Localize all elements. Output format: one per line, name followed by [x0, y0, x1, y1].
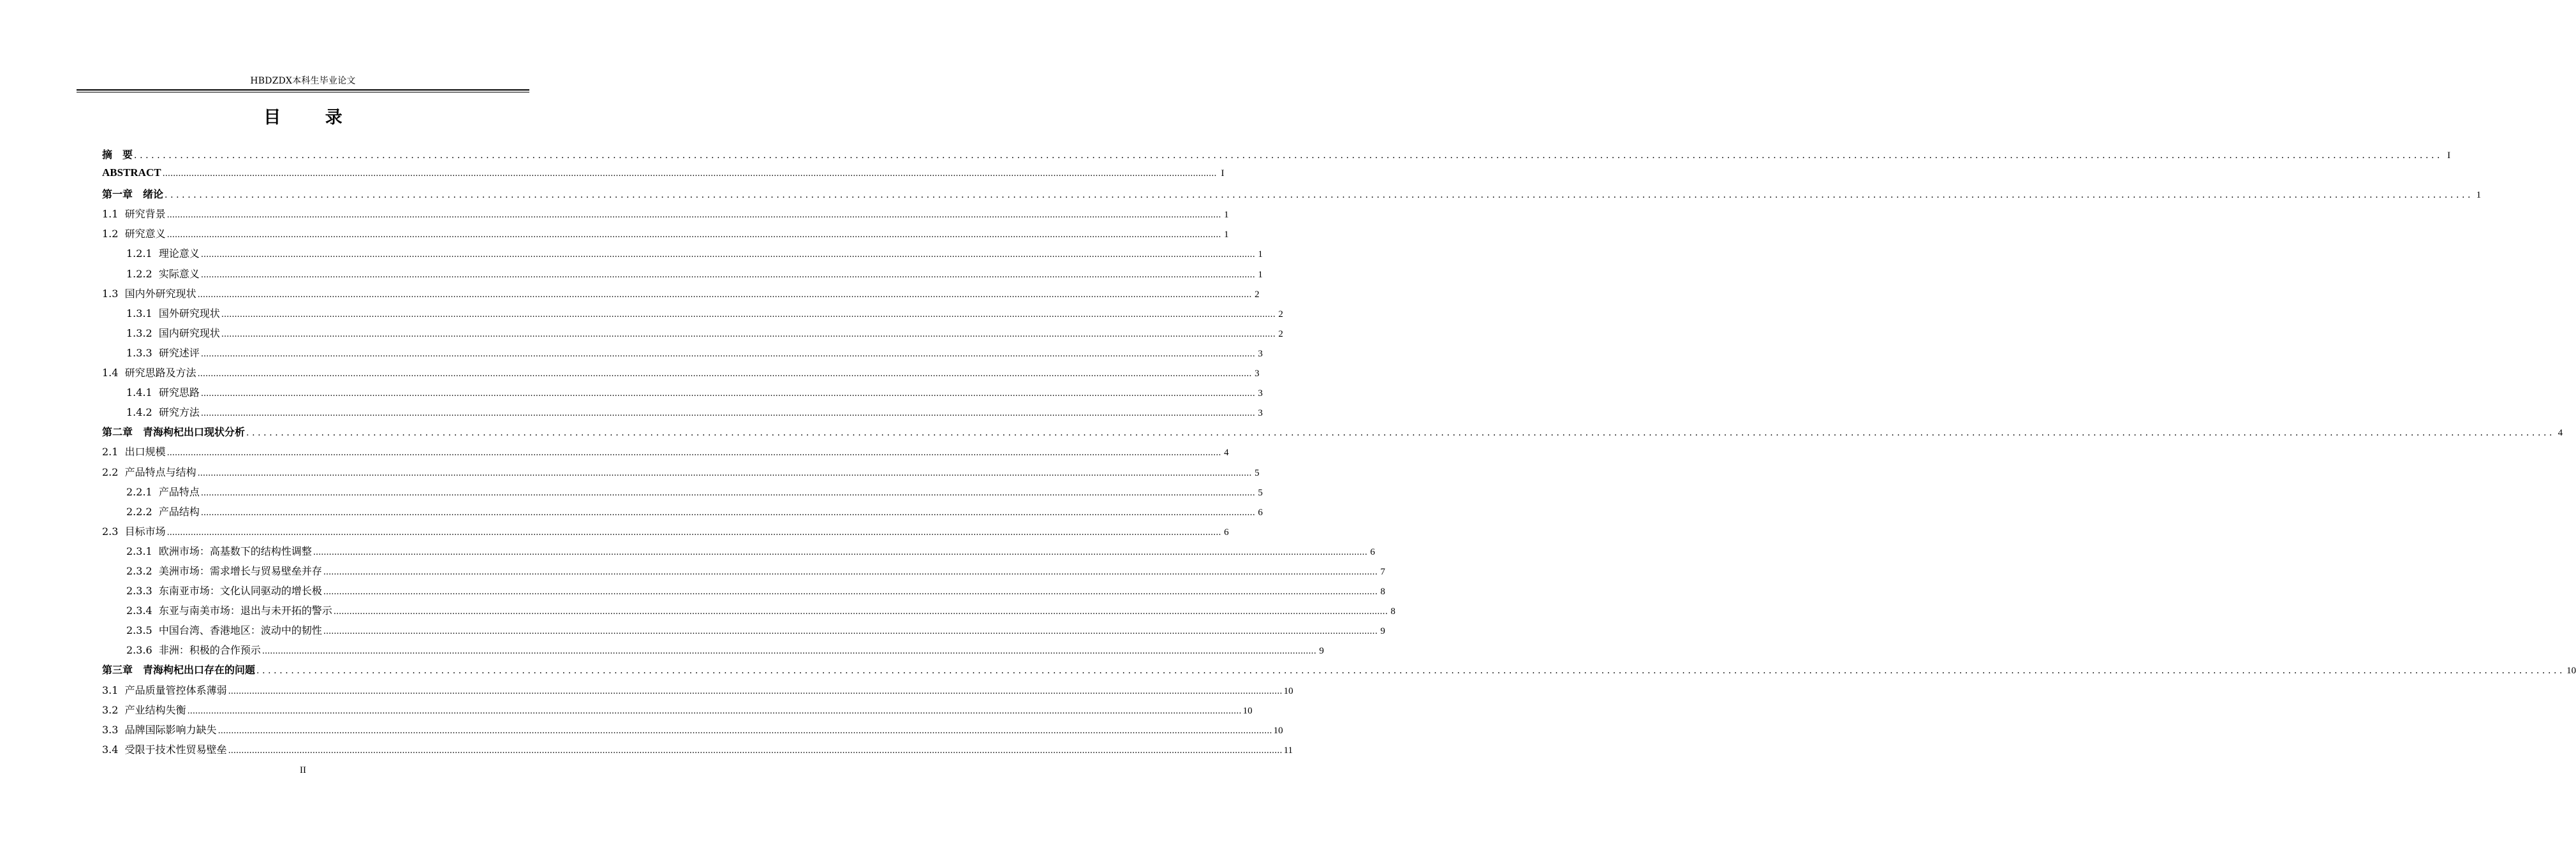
toc-entry-page: 1 — [1258, 269, 1263, 280]
toc-entry-page: 2 — [1278, 328, 1283, 339]
toc-entry-label: 1.4 研究思路及方法 — [102, 367, 196, 379]
dot-leader: ................................................................................................................................................................................................................................................................................................................................................................................................................ — [246, 428, 2556, 439]
dot-leader: ................................................................................................................................................................................................................................................................................................................................................................................................................ — [166, 210, 1221, 221]
dot-leader: ................................................................................................................................................................................................................................................................................................................................................................................................................ — [134, 150, 2443, 161]
toc-entry-page: 1 — [1224, 230, 1229, 240]
toc-entry-label: 2.3.2 美洲市场：需求增长与贸易壁垒并存 — [126, 564, 322, 577]
toc-entry[interactable] — [102, 345, 1263, 365]
toc-entry[interactable] — [102, 365, 1260, 385]
toc-entry[interactable] — [102, 622, 1385, 642]
toc-entry-page: 3 — [1258, 388, 1263, 399]
toc-entry-label: 2.2.1 产品特点 — [126, 485, 200, 498]
toc-entry[interactable] — [102, 166, 1225, 186]
toc-entry-label: 2.1 出口规模 — [102, 446, 166, 458]
toc-entry-page: 3 — [1255, 369, 1260, 379]
dot-leader: ................................................................................................................................................................................................................................................................................................................................................................................................................ — [200, 508, 1255, 518]
toc-entry-label: 3.4 受限于技术性贸易壁垒 — [102, 743, 227, 756]
toc-entry-label: 1.3.3 研究述评 — [126, 346, 200, 359]
toc-entry-page: I — [2447, 150, 2451, 161]
toc-entry-label: 2.3.5 中国台湾、香港地区：波动中的韧性 — [126, 624, 322, 637]
toc-entry[interactable] — [102, 702, 1253, 722]
toc-entry-page: 5 — [1255, 467, 1260, 478]
toc-entry-label: 2.2 产品特点与结构 — [102, 465, 196, 478]
toc-entry-label: 2.3.4 东亚与南美市场：退出与未开拓的警示 — [126, 604, 332, 617]
dot-leader: ................................................................................................................................................................................................................................................................................................................................................................................................................ — [323, 587, 1378, 597]
dot-leader: ................................................................................................................................................................................................................................................................................................................................................................................................................ — [200, 349, 1255, 359]
toc-entry-page: 10 — [1273, 725, 1283, 736]
toc-entry[interactable] — [102, 682, 1293, 702]
toc-entry[interactable] — [102, 583, 1385, 603]
dot-leader: ................................................................................................................................................................................................................................................................................................................................................................................................................ — [200, 250, 1255, 260]
toc-entry-page: 9 — [1380, 626, 1385, 637]
toc-entry-label: 第一章 绪论 — [102, 188, 164, 201]
toc-entry-page: 1 — [1258, 249, 1263, 260]
toc-entry[interactable] — [102, 484, 1263, 504]
dot-leader: ................................................................................................................................................................................................................................................................................................................................................................................................................ — [187, 706, 1242, 716]
dot-leader: ................................................................................................................................................................................................................................................................................................................................................................................................................ — [323, 567, 1378, 577]
toc-entry-label: 3.1 产品质量管控体系薄弱 — [102, 684, 227, 696]
toc-entry[interactable] — [102, 543, 1375, 563]
toc-entry-page: 9 — [1319, 646, 1324, 657]
toc-title: 目 录 — [263, 108, 362, 128]
dot-leader: ................................................................................................................................................................................................................................................................................................................................................................................................................ — [217, 726, 1272, 736]
table-of-contents — [102, 147, 2576, 761]
toc-entry-label: 1.3.2 国内研究现状 — [126, 326, 220, 339]
toc-entry[interactable] — [102, 226, 1229, 245]
dot-leader: ................................................................................................................................................................................................................................................................................................................................................................................................................ — [197, 468, 1252, 478]
dot-leader: ................................................................................................................................................................................................................................................................................................................................................................................................................ — [323, 627, 1378, 637]
toc-entry-page: 2 — [1255, 289, 1260, 300]
header-rule-thick — [77, 89, 529, 91]
toc-entry-page: 6 — [1224, 527, 1229, 538]
dot-leader: ................................................................................................................................................................................................................................................................................................................................................................................................................ — [166, 448, 1221, 458]
toc-entry-page: 3 — [1258, 408, 1263, 419]
toc-entry-label: 1.2.2 实际意义 — [126, 267, 200, 280]
toc-entry-label: 1.4.2 研究方法 — [126, 406, 200, 419]
toc-entry-page: 6 — [1370, 546, 1375, 557]
toc-entry-page: 6 — [1258, 507, 1263, 518]
toc-entry-label: 1.1 研究背景 — [102, 208, 166, 221]
dot-leader: ................................................................................................................................................................................................................................................................................................................................................................................................................ — [162, 169, 1217, 179]
toc-entry[interactable] — [102, 563, 1385, 583]
dot-leader: ................................................................................................................................................................................................................................................................................................................................................................................................................ — [200, 270, 1255, 280]
dot-leader: ................................................................................................................................................................................................................................................................................................................................................................................................................ — [313, 547, 1367, 557]
toc-entry-page: 8 — [1380, 587, 1385, 597]
toc-entry-label: 2.3 目标市场 — [102, 525, 166, 538]
dot-leader: ................................................................................................................................................................................................................................................................................................................................................................................................................ — [261, 647, 1316, 657]
dot-leader: ................................................................................................................................................................................................................................................................................................................................................................................................................ — [200, 389, 1255, 399]
toc-entry-page: 2 — [1278, 309, 1283, 319]
toc-entry-page: 7 — [1380, 566, 1385, 577]
toc-entry[interactable] — [102, 206, 1229, 226]
toc-entry-page: 10 — [1242, 705, 1253, 716]
toc-entry-label: 2.2.2 产品结构 — [126, 505, 200, 518]
dot-leader: ................................................................................................................................................................................................................................................................................................................................................................................................................ — [166, 527, 1221, 538]
toc-entry-page: 4 — [1224, 448, 1229, 458]
toc-entry[interactable] — [102, 524, 1229, 543]
page-number: II — [300, 765, 306, 775]
toc-entry[interactable] — [102, 266, 1263, 286]
dot-leader: ................................................................................................................................................................................................................................................................................................................................................................................................................ — [200, 409, 1255, 419]
dot-leader: ................................................................................................................................................................................................................................................................................................................................................................................................................ — [165, 190, 2474, 201]
dot-leader: ................................................................................................................................................................................................................................................................................................................................................................................................................ — [228, 686, 1283, 696]
toc-entry[interactable] — [102, 464, 1260, 484]
toc-entry[interactable] — [102, 742, 1293, 761]
toc-entry[interactable] — [102, 305, 1283, 325]
dot-leader: ................................................................................................................................................................................................................................................................................................................................................................................................................ — [200, 488, 1255, 498]
dot-leader: ................................................................................................................................................................................................................................................................................................................................................................................................................ — [166, 230, 1221, 240]
toc-entry[interactable] — [102, 404, 1263, 424]
toc-entry[interactable] — [102, 504, 1263, 524]
dot-leader: ................................................................................................................................................................................................................................................................................................................................................................................................................ — [221, 309, 1276, 319]
toc-entry-label: 1.3 国内外研究现状 — [102, 287, 196, 300]
toc-entry[interactable] — [102, 662, 2576, 682]
dot-leader: ................................................................................................................................................................................................................................................................................................................................................................................................................ — [228, 745, 1283, 756]
toc-entry-page: 10 — [1283, 685, 1293, 696]
toc-entry[interactable] — [102, 722, 1283, 742]
toc-entry[interactable] — [102, 603, 1395, 622]
toc-entry-label: 摘 要 — [102, 149, 133, 161]
toc-entry-label: 2.3.3 东南亚市场：文化认同驱动的增长极 — [126, 585, 322, 597]
toc-entry-label: 3.3 品牌国际影响力缺失 — [102, 723, 217, 736]
running-header: HBDZDX本科生毕业论文 — [250, 76, 356, 86]
toc-entry-label: 1.2 研究意义 — [102, 228, 166, 240]
dot-leader: ................................................................................................................................................................................................................................................................................................................................................................................................................ — [333, 607, 1388, 617]
toc-entry-page: 4 — [2558, 428, 2563, 439]
toc-entry[interactable] — [102, 325, 1283, 345]
toc-entry-page: I — [1221, 168, 1225, 179]
toc-entry-page: 1 — [1224, 210, 1229, 221]
toc-entry-label: 1.4.1 研究思路 — [126, 386, 200, 399]
toc-entry-page: 11 — [1283, 745, 1293, 756]
toc-entry-label: 1.2.1 理论意义 — [126, 247, 200, 260]
toc-entry-page: 10 — [2566, 666, 2576, 677]
toc-entry-label: 3.2 产业结构失衡 — [102, 703, 186, 716]
toc-entry[interactable] — [102, 424, 2563, 444]
toc-entry-label: 2.3.1 欧洲市场：高基数下的结构性调整 — [126, 545, 312, 557]
toc-entry[interactable] — [102, 642, 1324, 662]
toc-entry-label: ABSTRACT — [102, 166, 161, 179]
toc-entry-page: 1 — [2476, 190, 2482, 201]
toc-entry[interactable] — [102, 286, 1260, 305]
toc-entry[interactable] — [102, 147, 2451, 166]
toc-entry-page: 5 — [1258, 487, 1263, 498]
toc-entry[interactable] — [102, 444, 1229, 464]
toc-entry-label: 1.3.1 国外研究现状 — [126, 307, 220, 319]
toc-entry-page: 8 — [1390, 606, 1395, 617]
toc-entry[interactable] — [102, 385, 1263, 404]
toc-entry-label: 2.3.6 非洲：积极的合作预示 — [126, 644, 261, 657]
toc-entry-label: 第二章 青海枸杞出口现状分析 — [102, 426, 246, 439]
toc-entry-page: 3 — [1258, 348, 1263, 359]
dot-leader: ................................................................................................................................................................................................................................................................................................................................................................................................................ — [197, 369, 1252, 379]
toc-entry-label: 第三章 青海枸杞出口存在的问题 — [102, 664, 256, 677]
dot-leader: ................................................................................................................................................................................................................................................................................................................................................................................................................ — [197, 289, 1252, 300]
dot-leader: ................................................................................................................................................................................................................................................................................................................................................................................................................ — [256, 666, 2566, 677]
dot-leader: ................................................................................................................................................................................................................................................................................................................................................................................................................ — [221, 329, 1276, 339]
toc-entry[interactable] — [102, 245, 1263, 265]
toc-entry[interactable] — [102, 186, 2482, 206]
